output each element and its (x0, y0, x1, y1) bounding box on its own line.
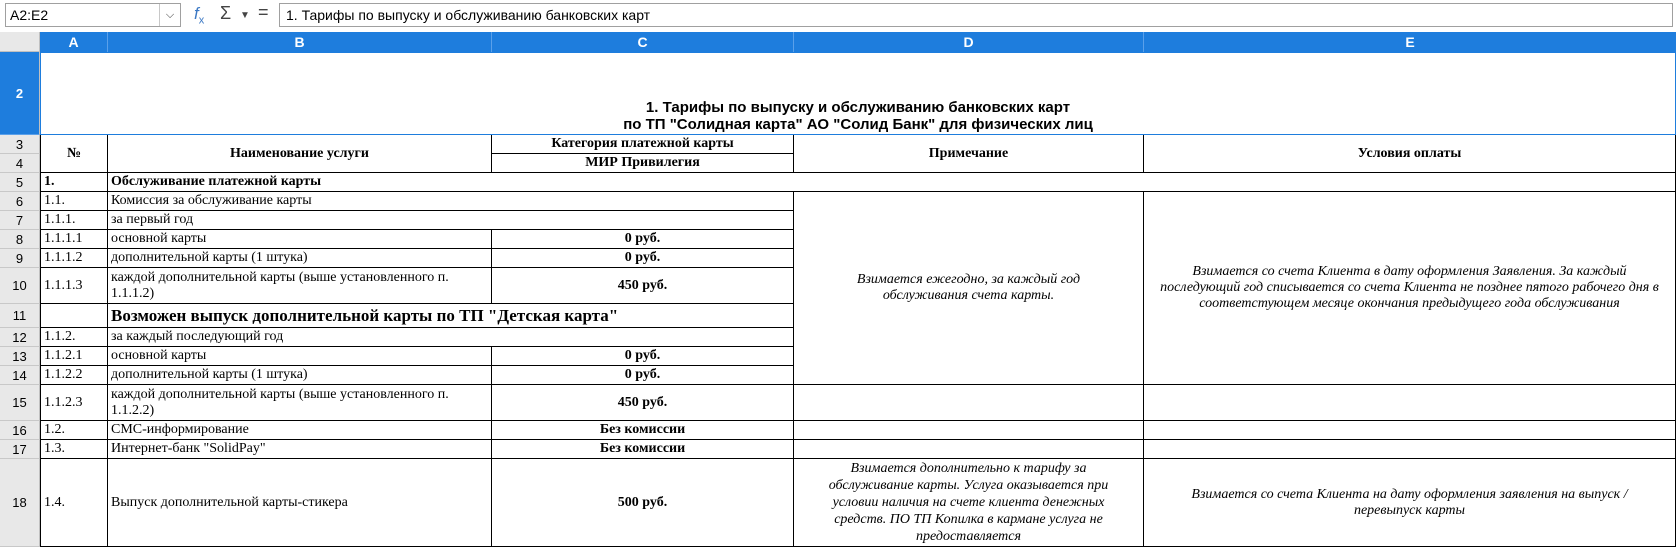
row-header-8[interactable]: 8 (0, 230, 40, 249)
cell-c18[interactable]: 500 руб. (492, 459, 794, 547)
cell-d15[interactable] (794, 385, 1144, 421)
cell-c15[interactable]: 450 руб. (492, 385, 794, 421)
name-box-value: A2:E2 (10, 7, 49, 23)
row-header-17[interactable]: 17 (0, 440, 40, 459)
cell-a12[interactable]: 1.1.2. (40, 328, 108, 347)
column-header-b[interactable]: B (108, 32, 492, 52)
cell-a13[interactable]: 1.1.2.1 (40, 347, 108, 366)
cell-d18[interactable]: Взимается дополнительно к тарифу за обслуживание карты. Услуга оказывается при условии наличия на счете клиента денежных средств. ПО ТП Копилка в кармане услуга не предоставляется (794, 459, 1144, 547)
function-wizard-icon[interactable]: $f_x$ (194, 4, 205, 27)
cell-a7[interactable]: 1.1.1. (40, 211, 108, 230)
sum-icon[interactable]: Σ (220, 3, 232, 23)
cell-c8[interactable]: 0 руб. (492, 230, 794, 249)
cell-c13[interactable]: 0 руб. (492, 347, 794, 366)
column-header-e[interactable]: E (1144, 32, 1676, 52)
cell-b18[interactable]: Выпуск дополнительной карты-стикера (108, 459, 492, 547)
row-header-12[interactable]: 12 (0, 328, 40, 347)
cell-b16[interactable]: СМС-информирование (108, 421, 492, 440)
cell-c9[interactable]: 0 руб. (492, 249, 794, 268)
cell-a16[interactable]: 1.2. (40, 421, 108, 440)
row-header-10[interactable]: 10 (0, 268, 40, 304)
cell-b10[interactable]: каждой дополнительной карты (выше установленного п. 1.1.1.2) (108, 268, 492, 304)
cell-a5[interactable]: 1. (40, 173, 108, 192)
cell-b15[interactable]: каждой дополнительной карты (выше установленного п. 1.1.2.2) (108, 385, 492, 421)
title-line-2: по ТП "Солидная карта" АО "Солид Банк" для физических лиц (623, 116, 1093, 133)
title-line-1: 1. Тарифы по выпуску и обслуживанию банковских карт (645, 99, 1071, 116)
select-all-corner[interactable] (0, 32, 40, 52)
header-num[interactable]: № (40, 135, 108, 173)
cell-b14[interactable]: дополнительной карты (1 штука) (108, 366, 492, 385)
column-header-c[interactable]: C (492, 32, 794, 52)
row-header-18[interactable]: 18 (0, 459, 40, 547)
column-header-a[interactable]: A (40, 32, 108, 52)
cell-b11[interactable]: Возможен выпуск дополнительной карты по ТП "Детская карта" (108, 304, 794, 328)
row-header-4[interactable]: 4 (0, 154, 40, 173)
formula-input[interactable] (279, 3, 1673, 27)
header-note[interactable]: Примечание (794, 135, 1144, 173)
cell-a8[interactable]: 1.1.1.1 (40, 230, 108, 249)
cell-e6-merged[interactable]: Взимается со счета Клиента в дату оформления Заявления. За каждый последующий год списывается со счета Клиента не позднее пятого рабочего дня в соответстующем месяце окончания предыдущего года обслуживания (1144, 192, 1676, 385)
cell-b13[interactable]: основной карты (108, 347, 492, 366)
cell-d6-merged[interactable]: Взимается ежегодно, за каждый год обслуживания счета карты. (794, 192, 1144, 385)
cell-b8[interactable]: основной карты (108, 230, 492, 249)
row-header-9[interactable]: 9 (0, 249, 40, 268)
row-header-2[interactable]: 2 (0, 52, 40, 135)
cell-c10[interactable]: 450 руб. (492, 268, 794, 304)
cell-b17[interactable]: Интернет-банк "SolidPay" (108, 440, 492, 459)
row-header-13[interactable]: 13 (0, 347, 40, 366)
cell-c17[interactable]: Без комиссии (492, 440, 794, 459)
cell-b7[interactable]: за первый год (108, 211, 794, 230)
row-header-7[interactable]: 7 (0, 211, 40, 230)
row-header-15[interactable]: 15 (0, 385, 40, 421)
cell-a17[interactable]: 1.3. (40, 440, 108, 459)
cell-b12[interactable]: за каждый последующий год (108, 328, 794, 347)
row-header-11[interactable]: 11 (0, 304, 40, 328)
cell-d17[interactable] (794, 440, 1144, 459)
header-card[interactable]: МИР Привилегия (492, 154, 794, 173)
column-header-d[interactable]: D (794, 32, 1144, 52)
cell-a15[interactable]: 1.1.2.3 (40, 385, 108, 421)
row-header-14[interactable]: 14 (0, 366, 40, 385)
formula-equals-icon[interactable]: = (258, 2, 269, 22)
cell-a11[interactable] (40, 304, 108, 328)
row-header-3[interactable]: 3 (0, 135, 40, 154)
row-header-16[interactable]: 16 (0, 421, 40, 440)
row-header-6[interactable]: 6 (0, 192, 40, 211)
cell-c14[interactable]: 0 руб. (492, 366, 794, 385)
cell-a10[interactable]: 1.1.1.3 (40, 268, 108, 304)
cell-b9[interactable]: дополнительной карты (1 штука) (108, 249, 492, 268)
cell-e15[interactable] (1144, 385, 1676, 421)
cell-a9[interactable]: 1.1.1.2 (40, 249, 108, 268)
cell-a6[interactable]: 1.1. (40, 192, 108, 211)
cell-e17[interactable] (1144, 440, 1676, 459)
title-cell[interactable] (40, 52, 1676, 135)
formula-text: 1. Тарифы по выпуску и обслуживанию банковских карт (286, 7, 651, 23)
cell-a14[interactable]: 1.1.2.2 (40, 366, 108, 385)
cell-b5[interactable]: Обслуживание платежной карты (108, 173, 1676, 192)
cell-b6[interactable]: Комиссия за обслуживание карты (108, 192, 794, 211)
cell-e18[interactable]: Взимается со счета Клиента на дату оформления заявления на выпуск /перевыпуск карты (1144, 459, 1676, 547)
cell-c16[interactable]: Без комиссии (492, 421, 794, 440)
header-terms[interactable]: Условия оплаты (1144, 135, 1676, 173)
cell-d16[interactable] (794, 421, 1144, 440)
formula-bar (0, 0, 1676, 33)
header-category[interactable]: Категория платежной карты (492, 135, 794, 154)
name-box[interactable] (5, 3, 181, 27)
chevron-down-icon[interactable]: ⌵ (159, 4, 180, 26)
cell-a18[interactable]: 1.4. (40, 459, 108, 547)
row-header-5[interactable]: 5 (0, 173, 40, 192)
header-service[interactable]: Наименование услуги (108, 135, 492, 173)
chevron-down-icon[interactable]: ▼ (240, 10, 250, 21)
cell-e16[interactable] (1144, 421, 1676, 440)
